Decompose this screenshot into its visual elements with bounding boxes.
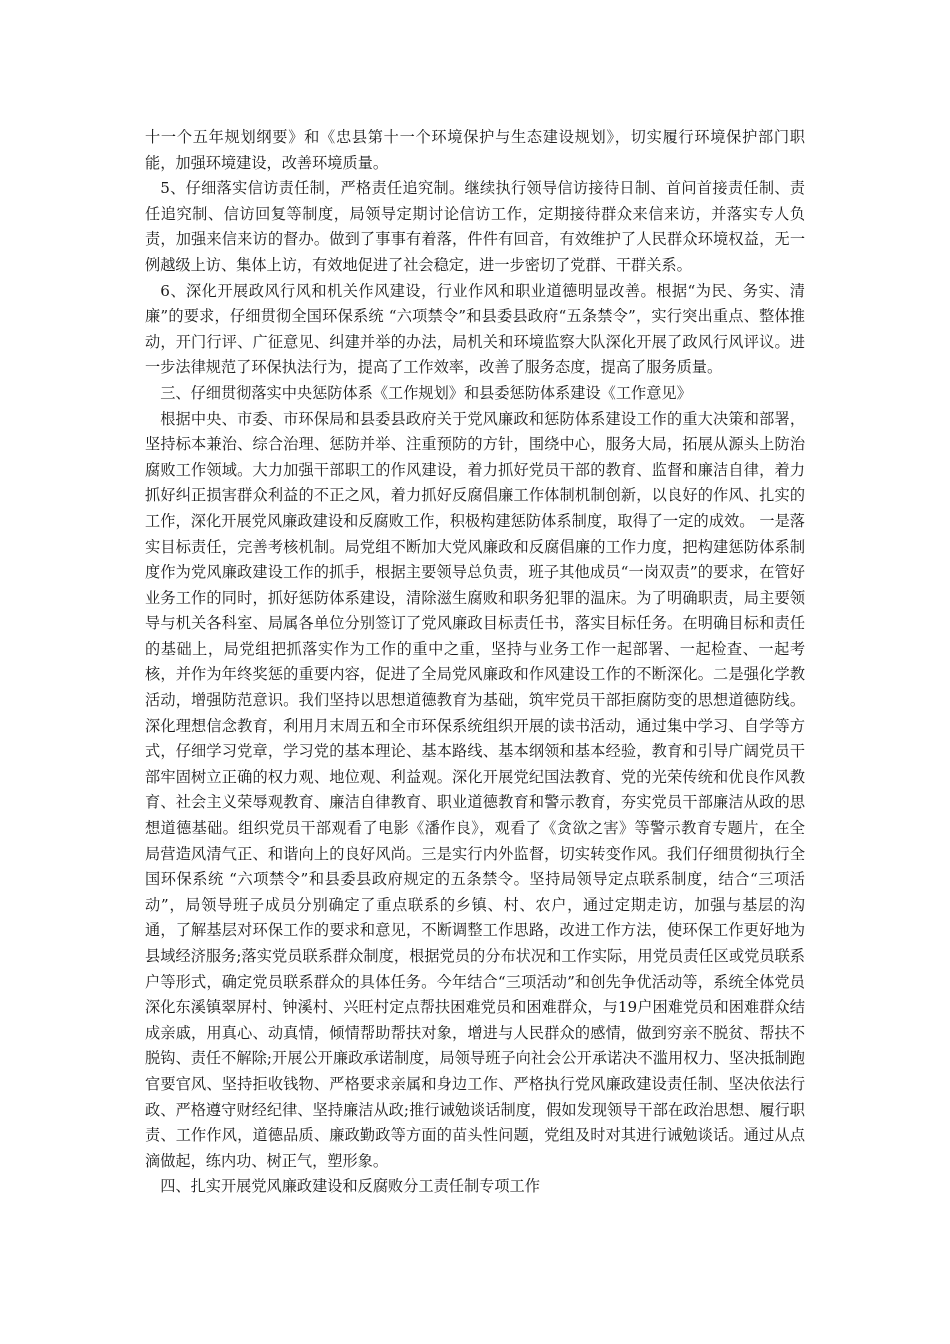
paragraph-section-3-body: 根据中央、市委、市环保局和县委县政府关于党风廉政和惩防体系建设工作的重大决策和部署，坚持标本兼治、综合治理、惩防并举、注重预防的方针，围绕中心，服务大局，拓展从源头上防治腐败工作领域。大力加强干部职工的作风建设，着力抓好党员干部的教育、监督和廉洁自律，着力抓好纠正损害群众利益的不正之风，着力抓好反腐倡廉工作体制机制创新，以良好的作风、扎实的工作，深化开展党风廉政建设和反腐败工作，积极构建惩防体系制度，取得了一定的成效。 一是落实目标责任，完善考核机制。局党组不断加大党风廉政和反腐倡廉的工作力度，把构建惩防体系制度作为党风廉政建设工作的抓手，根据主要领导总负责，班子其他成员“一岗双责”的要求，在管好业务工作的同时，抓好惩防体系建设，清除滋生腐败和职务犯罪的温床。为了明确职责，局主要领导与机关各科室、局属各单位分别签订了党风廉政目标责任书，落实目标任务。在明确目标和责任的基础上，局党组把抓落实作为工作的重中之重，坚持与业务工作一起部署、一起检查、一起考核，并作为年终奖惩的重要内容，促进了全局党风廉政和作风建设工作的不断深化。二是强化学教活动，增强防范意识。我们坚持以思想道德教育为基础，筑牢党员干部拒腐防变的思想道德防线。深化理想信念教育，利用月末周五和全市环保系统组织开展的读书活动，通过集中学习、自学等方式，仔细学习党章，学习党的基本理论、基本路线、基本纲领和基本经验，教育和引导广阔党员干部牢固树立正确的权力观、地位观、利益观。深化开展党纪国法教育、党的光荣传统和优良作风教育、社会主义荣辱观教育、廉洁自律教育、职业道德教育和警示教育，夯实党员干部廉洁从政的思想道德基础。组织党员干部观看了电影《潘作良》，观看了《贪欲之害》等警示教育专题片，在全局营造风清气正、和谐向上的良好风尚。三是实行内外监督，切实转变作风。我们仔细贯彻执行全国环保系统 “六项禁令”和县委县政府规定的五条禁令。坚持局领导定点联系制度，结合“三项活动”，局领导班子成员分别确定了重点联系的乡镇、村、农户，通过定期走访，加强与基层的沟通，了解基层对环保工作的要求和意见，不断调整工作思路，改进工作方法，使环保工作更好地为县域经济服务;落实党员联系群众制度，根据党员的分布状况和工作实际，用党员责任区或党员联系户等形式，确定党员联系群众的具体任务。今年结合“三项活动”和创先争优活动等，系统全体党员深化东溪镇翠屏村、钟溪村、兴旺村定点帮扶困难党员和困难群众，与19户困难党员和困难群众结成亲戚，用真心、动真情，倾情帮助帮扶对象，增进与人民群众的感情，做到穷亲不脱贫、帮扶不脱钩、责任不解除;开展公开廉政承诺制度，局领导班子向社会公开承诺决不滥用权力、坚决抵制跑官要官风、坚持拒收钱物、严格要求亲属和身边工作、严格执行党风廉政建设责任制、坚决依法行政、严格遵守财经纪律、坚持廉洁从政;推行诫勉谈话制度，假如发现领导干部在政治思想、履行职责、工作作风，道德品质、廉政勤政等方面的苗头性问题，党组及时对其进行诫勉谈话。通过从点滴做起，练内功、树正气，塑形象。 (145, 409, 805, 1170)
paragraph-item-6-work-style: 6、深化开展政风行风和机关作风建设，行业作风和职业道德明显改善。根据“为民、务实、清廉”的要求，仔细贯彻全国环保系统 “六项禁令”和县委县政府“五条禁令”，实行突出重点、整体推动，开门行评、广征意见、纠建并举的办法，局机关和环境监察大队深化开展了政风行风评议。进一步法律规范了环保执法行为，提高了工作效率，改善了服务态度，提高了服务质量。 (145, 281, 805, 377)
paragraph-item-5-petitions: 5、仔细落实信访责任制，严格责任追究制。继续执行领导信访接待日制、首问首接责任制、责任追究制、信访回复等制度，局领导定期讨论信访工作，定期接待群众来信来访，并落实专人负责，加强来信来访的督办。做到了事事有着落，件件有回音，有效维护了人民群众环境权益，无一例越级上访、集体上访，有效地促进了社会稳定，进一步密切了党群、干群关系。 (145, 179, 805, 274)
paragraph-continuation: 十一个五年规划纲要》和《忠县第十一个环境保护与生态建设规划》，切实履行环境保护部门职能，加强环境建设，改善环境质量。 (145, 128, 805, 172)
section-heading-3: 三、仔细贯彻落实中央惩防体系《工作规划》和县委惩防体系建设《工作意见》 (160, 383, 692, 402)
section-heading-4: 四、扎实开展党风廉政建设和反腐败分工责任制专项工作 (160, 1177, 540, 1196)
document-page (145, 125, 805, 1200)
